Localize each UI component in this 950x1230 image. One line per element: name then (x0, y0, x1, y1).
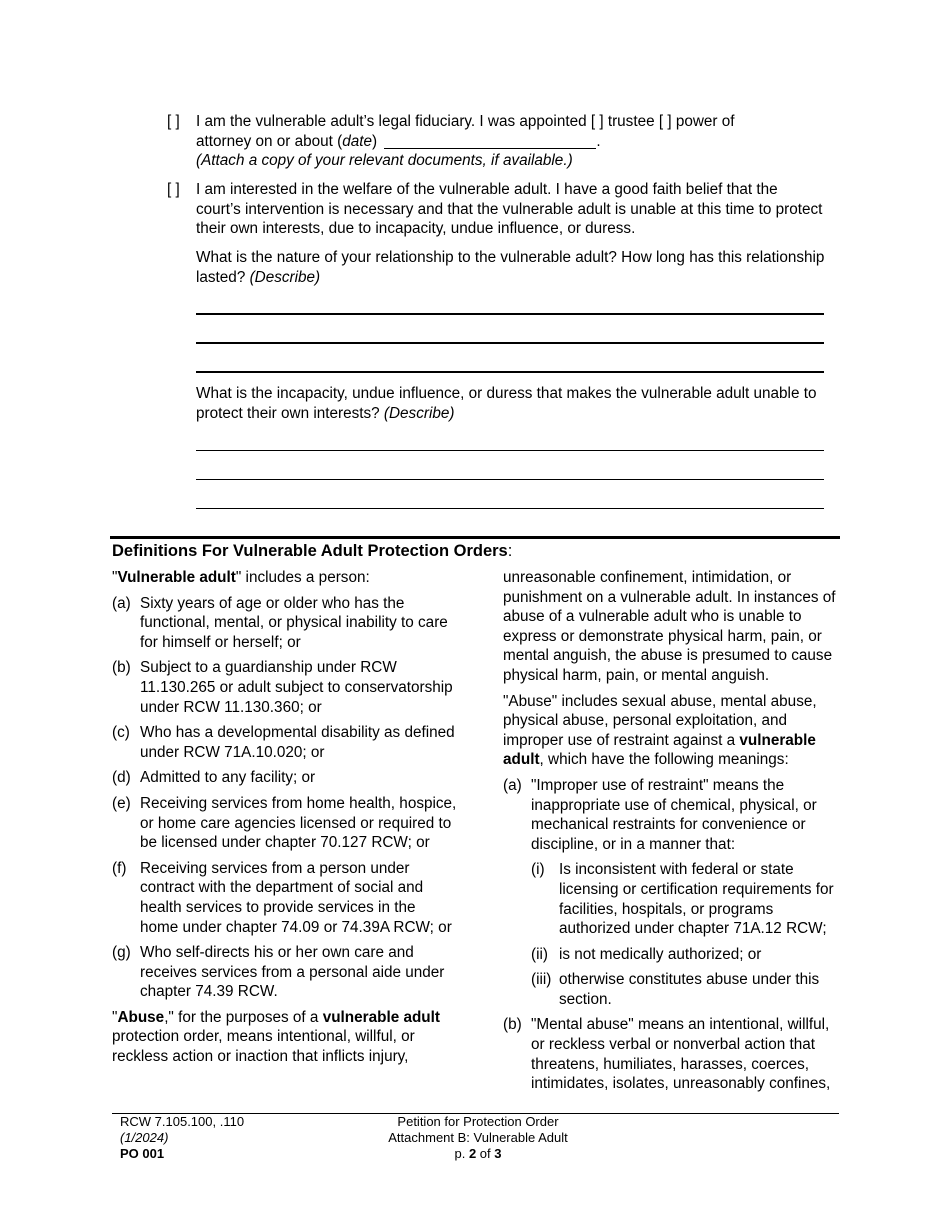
list-item-text: Sixty years of age or older who has the functional, mental, or physical inability to care for himself or herself; or (140, 594, 448, 651)
abuse-definition: "Abuse," for the purposes of a vulnerable adult protection order, means intentional, willful, or reckless action or inaction that inflicts injury, (112, 1008, 440, 1066)
list-item-text: otherwise constitutes abuse under this section. (559, 971, 820, 1008)
list-item-label: (e) (112, 794, 131, 812)
footer-title-1: Petition for Protection Order (397, 1114, 559, 1129)
incapacity-answer-line-1[interactable] (196, 450, 824, 451)
definitions-right-column (503, 568, 843, 1094)
attach-note: (Attach a copy of your relevant documents, if available.) (196, 152, 573, 170)
list-item-label: (a) (112, 594, 131, 612)
fiduciary-line1: I am the vulnerable adult’s legal fiduciary. I was appointed [ ] trustee [ ] power of (196, 113, 735, 130)
restraint-sublist (531, 860, 843, 1009)
abuse-definition-continued: unreasonable confinement, intimidation, or punishment on a vulnerable adult. In instances of abuse of a vulnerable adult who is unable to express or demonstrate physical harm, pain, or mental anguish, the abuse is presumed to cause physical harm, pain, or mental anguish. (503, 569, 836, 684)
relationship-question: What is the nature of your relationship to the vulnerable adult? How long has this relationship lasted? (Describe) (196, 249, 825, 286)
list-item-label: (c) (112, 724, 130, 742)
relationship-answer-line-3[interactable] (196, 371, 824, 373)
list-item-label: (i) (531, 861, 545, 879)
list-item (112, 768, 457, 788)
definitions-divider (110, 536, 840, 539)
list-item-text: Receiving services from a person under contract with the department of social and health services to provide services in the home under chapter 74.09 or 74.39A RCW; or (140, 859, 452, 936)
fiduciary-line2: attorney on or about (date) . (196, 132, 601, 150)
fiduciary-statement (196, 112, 836, 171)
vulnerable-adult-list (112, 594, 457, 1002)
incapacity-question: What is the incapacity, undue influence, or duress that makes the vulnerable adult unable to protect their own interests? (Describe) (196, 385, 817, 422)
list-item (531, 970, 843, 1009)
relationship-answer-line-1[interactable] (196, 313, 824, 315)
list-item (112, 723, 457, 762)
list-item (112, 859, 457, 937)
list-item (112, 794, 457, 853)
footer-page: p. 2 of 3 (454, 1146, 502, 1161)
improper-restraint-label: (a) (503, 776, 522, 794)
appointment-date-field[interactable] (384, 134, 596, 149)
list-item-text: Admitted to any facility; or (140, 769, 316, 787)
list-item-label: (g) (112, 944, 131, 962)
incapacity-answer-line-2[interactable] (196, 479, 824, 480)
list-item (531, 860, 843, 938)
mental-abuse-item (503, 1015, 843, 1093)
list-item-label: (ii) (531, 945, 548, 963)
list-item (112, 658, 457, 717)
footer-left (120, 1114, 244, 1162)
improper-restraint-text: "Improper use of restraint" means the inappropriate use of chemical, physical, or mechanical restraints for convenience or discipline, or in a manner that: (531, 776, 817, 853)
footer-date: (1/2024) (120, 1130, 169, 1145)
vulnerable-adult-intro: "Vulnerable adult" includes a person: (112, 569, 370, 586)
mental-abuse-label: (b) (503, 1016, 522, 1034)
definitions-heading: Definitions For Vulnerable Adult Protection Orders: (112, 542, 513, 560)
footer-center (378, 1114, 578, 1162)
list-item-text: Who has a developmental disability as defined under RCW 71A.10.020; or (140, 724, 455, 761)
mental-abuse-text: "Mental abuse" means an intentional, willful, or reckless verbal or nonverbal action that threatens, humiliates, harasses, coerces, intimidates, isolates, unreasonably confines, (531, 1016, 831, 1093)
list-item-text: is not medically authorized; or (559, 945, 762, 963)
list-item-label: (b) (112, 659, 131, 677)
fiduciary-checkbox[interactable]: [ ] (167, 113, 180, 130)
list-item-text: Is inconsistent with federal or state licensing or certification requirements for facilities, hospitals, or programs authorized under chapter 71A.12 RCW; (559, 861, 834, 938)
interested-checkbox[interactable]: [ ] (167, 181, 180, 198)
list-item-label: (f) (112, 859, 127, 877)
incapacity-answer-line-3[interactable] (196, 508, 824, 509)
abuse-includes: "Abuse" includes sexual abuse, mental abuse, physical abuse, personal exploitation, and improper use of restraint against a vulnerable adult, which have the following meanings: (503, 692, 817, 769)
interested-statement: I am interested in the welfare of the vulnerable adult. I have a good faith belief that the court’s intervention is necessary and that the vulnerable adult is unable at this time to protect their own interests, due to incapacity, undue influence, or duress. (196, 181, 823, 238)
relationship-answer-line-2[interactable] (196, 342, 824, 344)
footer-rcw: RCW 7.105.100, .110 (120, 1114, 245, 1129)
list-item-label: (d) (112, 769, 131, 787)
footer-form-number: PO 001 (120, 1146, 165, 1161)
footer-title-2: Attachment B: Vulnerable Adult (388, 1130, 568, 1145)
list-item-text: Subject to a guardianship under RCW 11.130.265 or adult subject to conservatorship under RCW 11.130.360; or (140, 659, 453, 716)
list-item (531, 945, 843, 965)
list-item (112, 594, 457, 653)
definitions-left-column (112, 568, 457, 1067)
list-item (112, 943, 457, 1002)
list-item-label: (iii) (531, 971, 552, 989)
improper-restraint-item (503, 776, 843, 1010)
list-item-text: Who self-directs his or her own care and receives services from a personal aide under chapter 74.39 RCW. (140, 944, 445, 1001)
list-item-text: Receiving services from home health, hospice, or home care agencies licensed or required to be licensed under chapter 70.127 RCW; or (140, 794, 457, 852)
